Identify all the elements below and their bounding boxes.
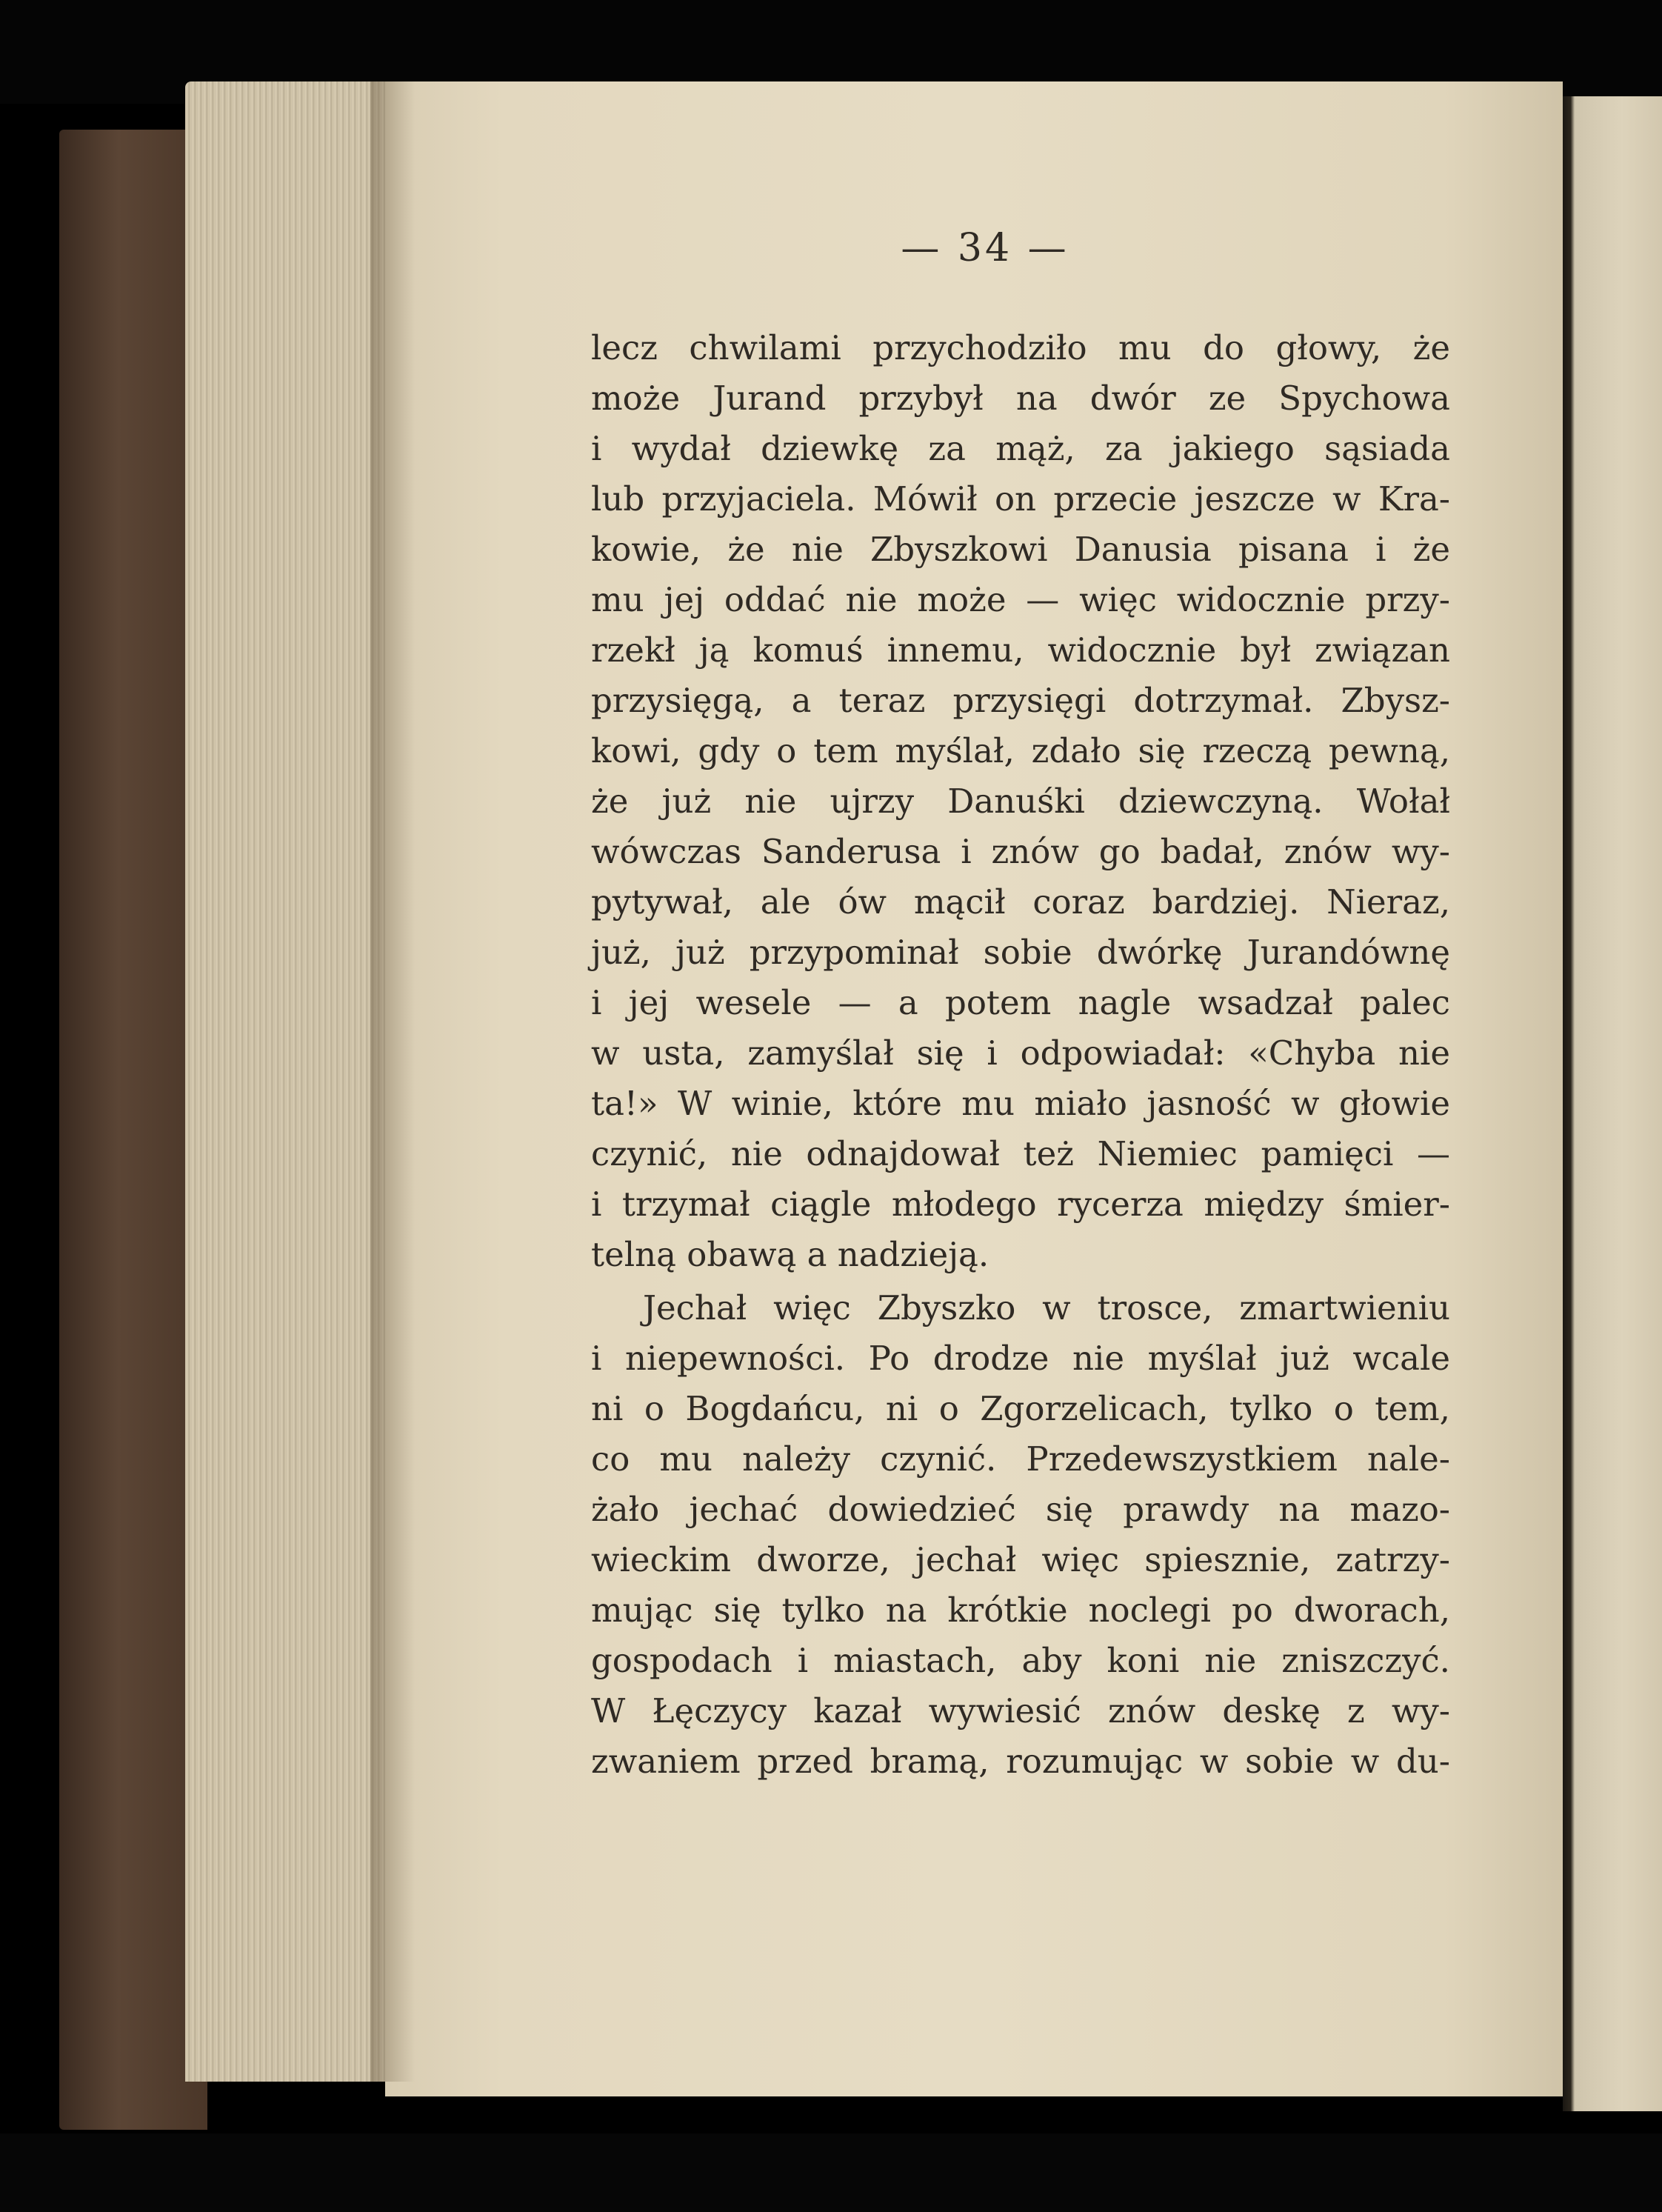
page-number: — 34 — <box>901 226 1069 270</box>
text-line: żało jechać dowiedzieć się prawdy na mazo- <box>591 1490 1450 1529</box>
text-line: że już nie ujrzy Danuśki dziewczyną. Wołał <box>591 782 1450 821</box>
text-line: ta!» W winie, które mu miało jasność w głowie <box>591 1084 1450 1123</box>
text-line: już, już przypominał sobie dwórkę Jurandównę <box>591 933 1450 972</box>
text-line: lub przyjaciela. Mówił on przecie jeszcze w Kra- <box>591 479 1450 519</box>
text-line: mując się tylko na krótkie noclegi po dworach, <box>591 1590 1450 1630</box>
facing-page-edge <box>1563 96 1662 2111</box>
text-line: wówczas Sanderusa i znów go badał, znów wy- <box>591 832 1450 871</box>
text-line: i jej wesele — a potem nagle wsadzał palec <box>591 983 1450 1022</box>
text-line: ni o Bogdańcu, ni o Zgorzelicach, tylko o tem, <box>591 1389 1450 1428</box>
text-line: Jechał więc Zbyszko w trosce, zmartwieniu <box>643 1288 1450 1327</box>
background-bottom <box>0 2133 1662 2212</box>
text-line: pytywał, ale ów mącił coraz bardziej. Nieraz, <box>591 882 1450 922</box>
text-line: czynić, nie odnajdował też Niemiec pamięci — <box>591 1134 1450 1173</box>
text-line: wieckim dworze, jechał więc spiesznie, zatrzy- <box>591 1540 1450 1579</box>
gutter-shadow <box>370 81 415 2082</box>
text-line: zwaniem przed bramą, rozumując w sobie w du- <box>591 1742 1450 1781</box>
text-line: kowi, gdy o tem myślał, zdało się rzeczą pewną, <box>591 731 1450 770</box>
text-line: telną obawą a nadzieją. <box>591 1235 989 1274</box>
text-line: gospodach i miastach, aby koni nie zniszczyć. <box>591 1641 1450 1680</box>
text-line: mu jej oddać nie może — więc widocznie przy- <box>591 580 1450 619</box>
text-line: i niepewności. Po drodze nie myślał już wcale <box>591 1339 1450 1378</box>
page-edges <box>185 81 400 2082</box>
text-line: kowie, że nie Zbyszkowi Danusia pisana i że <box>591 530 1450 569</box>
text-line: w usta, zamyślał się i odpowiadał: «Chyba nie <box>591 1033 1450 1073</box>
text-line: co mu należy czynić. Przedewszystkiem nale- <box>591 1439 1450 1479</box>
text-line: może Jurand przybył na dwór ze Spychowa <box>591 379 1450 418</box>
text-line: i trzymał ciągle młodego rycerza między śmier- <box>591 1185 1450 1224</box>
text-line: przysięgą, a teraz przysięgi dotrzymał. Zbysz- <box>591 681 1450 720</box>
text-line: i wydał dziewkę za mąż, za jakiego sąsiada <box>591 429 1450 468</box>
text-line: W Łęczycy kazał wywiesić znów deskę z wy- <box>591 1691 1450 1730</box>
text-line: lecz chwilami przychodziło mu do głowy, że <box>591 328 1450 367</box>
text-line: rzekł ją komuś innemu, widocznie był związan <box>591 630 1450 670</box>
